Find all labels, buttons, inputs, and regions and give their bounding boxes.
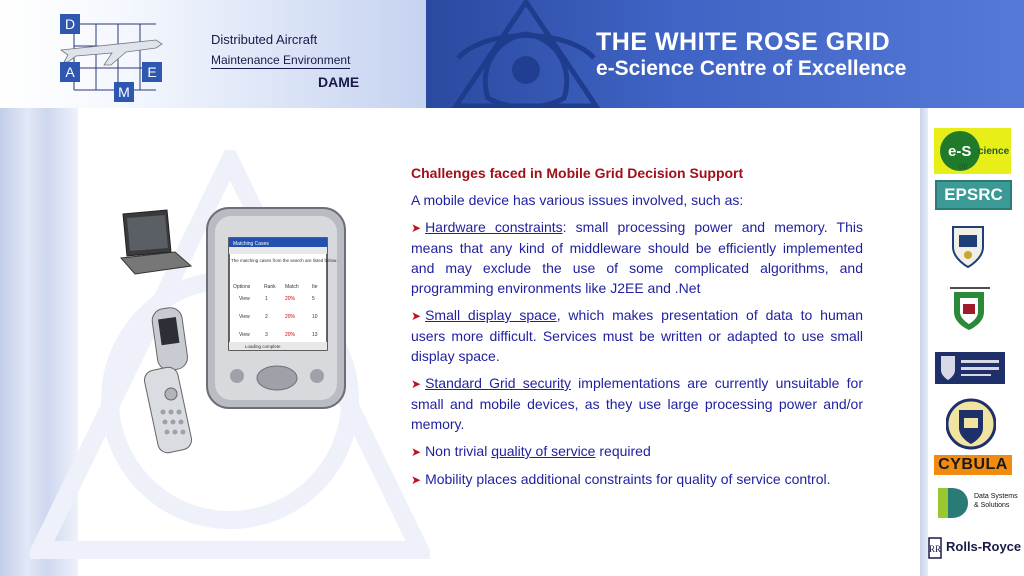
white-rose-subtitle: e-Science Centre of Excellence — [596, 57, 907, 80]
header-banner — [0, 0, 1024, 108]
bullet-security — [411, 373, 863, 434]
pda-row-match: 20% — [285, 296, 296, 302]
pda-row-item: 5 — [312, 296, 315, 302]
bullet-mobility — [411, 469, 863, 490]
dame-banner — [0, 0, 426, 108]
rolls-royce-text: Rolls-Royce — [946, 539, 1022, 554]
white-rose-banner — [426, 0, 1024, 108]
pda-row-match: 20% — [285, 314, 296, 320]
flip-phone-icon — [143, 306, 194, 454]
bullet-qos — [411, 441, 863, 462]
mobile-devices-illustration — [115, 200, 355, 460]
rolls-royce-logo — [928, 536, 1024, 560]
york-logo — [935, 352, 1005, 384]
dame-title-line1: Distributed Aircraft — [211, 32, 318, 47]
arrow-bullet-icon: ➤ — [411, 309, 422, 323]
white-rose-title: THE WHITE ROSE GRID — [596, 28, 891, 56]
pda-col-match: Match — [285, 284, 299, 290]
bullet-text: , which makes presentation of data to human users more difficult. Services must be written or adapted to use small display space. — [411, 307, 863, 364]
arrow-bullet-icon: ➤ — [411, 473, 422, 487]
cybula-text: CYBULA — [938, 456, 1008, 473]
data-systems-logo — [934, 486, 1022, 520]
pda-row-item: 10 — [312, 314, 318, 320]
quality-of-service-link[interactable]: quality of service — [491, 443, 596, 459]
bullet-text: Mobility places additional constraints for quality of service control. — [425, 471, 831, 487]
pda-col-rank: Rank — [264, 284, 276, 290]
bullet-hardware — [411, 217, 863, 298]
pda-row-rank: 2 — [265, 314, 268, 320]
pda-screen-title: Matching Cases — [233, 241, 269, 247]
dame-acronym: DAME — [318, 74, 360, 90]
arrow-bullet-icon: ➤ — [411, 445, 422, 459]
dame-letter-a: A — [65, 64, 75, 80]
bullet-text: : small processing power and memory. This means that any kind of middleware should be efficiently implemented and may exclude the use of some complicated algorithms, and programming environments like J2EE and .Net — [411, 219, 863, 296]
pda-row-match: 20% — [285, 332, 296, 338]
laptop-icon — [121, 210, 191, 274]
hardware-constraints-link[interactable]: Hardware constraints — [425, 219, 563, 235]
escience-dti-logo — [934, 128, 1011, 174]
sponsor-logos — [928, 108, 1024, 576]
slide-text — [411, 163, 863, 497]
pda-col-item: Ite — [312, 284, 318, 290]
data-systems-text: Data Systems & Solutions — [974, 493, 1018, 509]
small-display-space-link[interactable]: Small display space — [425, 307, 557, 323]
arrow-bullet-icon: ➤ — [411, 377, 422, 391]
dame-letter-m: M — [118, 84, 130, 100]
slide-heading: Challenges faced in Mobile Grid Decision Support — [411, 165, 744, 181]
pda-row-option: View — [239, 296, 250, 302]
pda-status: Loading complete — [245, 344, 281, 349]
svg-text:RR: RR — [928, 544, 942, 554]
dame-letter-e: E — [147, 64, 157, 80]
white-rose-emblem — [446, 0, 606, 108]
bullet-pre-text: Non trivial — [425, 443, 492, 459]
dti-text: dti — [959, 162, 968, 171]
pda-col-options: Options — [233, 284, 251, 290]
pda-row-option: View — [239, 314, 250, 320]
pda-row-rank: 3 — [265, 332, 268, 338]
bullet-text: required — [595, 443, 651, 459]
leeds-crest-logo — [946, 286, 992, 332]
bullet-text: implementations are currently unsuitable for small and mobile devices, as they use large processing power and/or memory. — [411, 375, 863, 432]
epsrc-logo — [935, 180, 1012, 210]
pda-row-option: View — [239, 332, 250, 338]
university-crest-logo — [949, 223, 987, 269]
standard-grid-security-link[interactable]: Standard Grid security — [425, 375, 571, 391]
escience-rest-text: cience — [978, 146, 1010, 157]
slide-intro: A mobile device has various issues involved, such as: — [411, 192, 744, 208]
dame-title-line2: Maintenance Environment — [211, 53, 351, 67]
epsrc-text: EPSRC — [944, 185, 1003, 204]
escience-e-text: e-S — [948, 143, 972, 160]
bullet-display — [411, 305, 863, 366]
oxford-logo — [946, 396, 996, 452]
pda-row-item: 13 — [312, 332, 318, 338]
dame-letter-d: D — [64, 16, 76, 32]
pda-row-rank: 1 — [265, 296, 268, 302]
right-divider — [920, 108, 928, 576]
cybula-logo — [934, 455, 1012, 475]
pda-screen-message: The matching cases from the search are listed below. — [231, 258, 338, 263]
arrow-bullet-icon: ➤ — [411, 221, 422, 235]
dame-logo — [56, 10, 166, 104]
pda-device — [207, 208, 345, 408]
